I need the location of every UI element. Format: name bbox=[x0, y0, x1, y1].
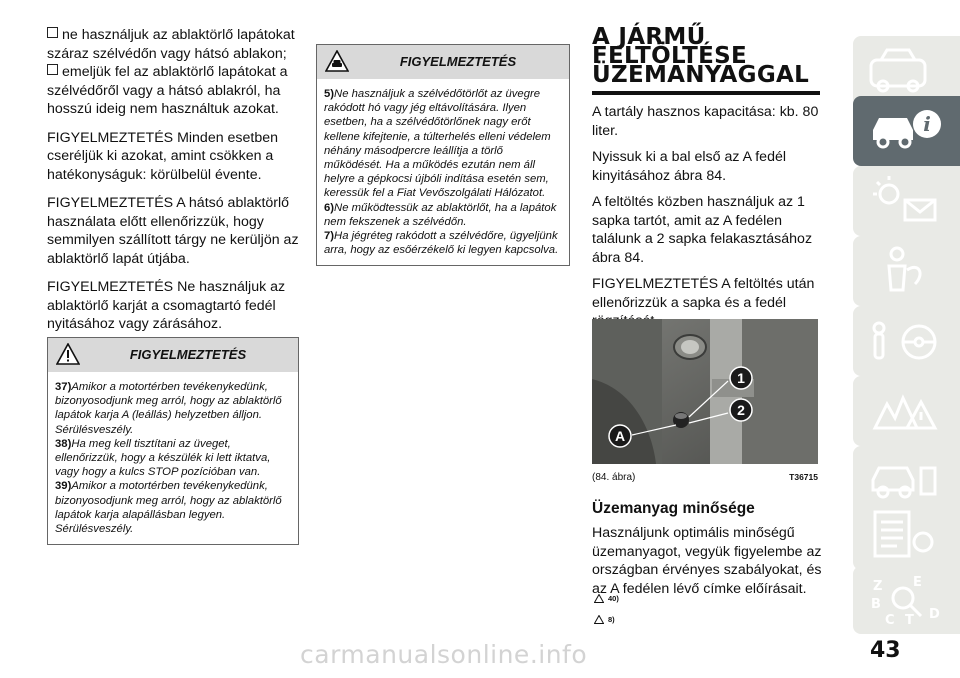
bullet-item: ne használjuk az ablaktörlő lapátokat száraz szélvédőn vagy hátsó ablakon; bbox=[47, 27, 295, 62]
watermark: carmanualsonline.info bbox=[300, 640, 588, 669]
tab-vehicle-info[interactable] bbox=[853, 96, 960, 166]
svg-text:T: T bbox=[905, 613, 914, 628]
paragraph: A tartály hasznos kapacitása: kb. 80 liter. bbox=[592, 104, 819, 139]
paragraph: FIGYELMEZTETÉS A hátsó ablaktörlő használata előtt ellenőrizzük, hogy semmilyen szállított tárgy ne kerüljön az ablaktörlő lapát útjába. bbox=[47, 195, 299, 267]
fuel-quality-subtitle: Üzemanyag minősége bbox=[592, 500, 755, 517]
warning-item: 37)Amikor a motortérben tevékenykedünk, bizonyosodjunk meg arról, hogy az ablaktörlő lapátok karja A (leállás) helyzetben álljon. Sérülésveszély. bbox=[55, 381, 282, 436]
svg-text:i: i bbox=[923, 112, 931, 136]
warning-body bbox=[317, 79, 569, 265]
warning-title: FIGYELMEZTETÉS bbox=[399, 54, 517, 69]
technical-data-icon bbox=[867, 508, 947, 562]
section-title: A JÁRMŰ FELTÖLTÉSE ÜZEMANYAGGAL bbox=[592, 24, 810, 88]
callout-2: 2 bbox=[737, 402, 745, 418]
svg-text:D: D bbox=[929, 607, 940, 622]
small-warning-icon bbox=[594, 615, 604, 624]
column-3 bbox=[592, 24, 828, 339]
svg-text:C: C bbox=[885, 613, 895, 628]
warning-header bbox=[48, 338, 298, 372]
index-icon bbox=[867, 574, 947, 628]
warning-box-2 bbox=[316, 44, 570, 266]
warning-lights-icon bbox=[867, 174, 947, 228]
paragraph: FIGYELMEZTETÉS Ne használjuk az ablaktörlő karját a csomagtartó fedél nyitásához vagy zárásához. bbox=[47, 279, 286, 332]
fuel-quality-text: Használjunk optimális minőségű üzemanyagot, vegyük figyelembe az országban érvényes szabályokat, és az A fedélen lévő címke előírásait. bbox=[592, 525, 822, 597]
paragraph: A feltöltés közben használjuk az 1 sapka tartót, amit az A fedélen találunk a 2 sapka felakasztásához ábra 84. bbox=[592, 194, 813, 266]
warning-body bbox=[48, 372, 298, 544]
tab-warning-lights[interactable] bbox=[853, 166, 960, 236]
fuel-flap-figure bbox=[592, 319, 818, 464]
section-rule bbox=[592, 91, 820, 95]
warning-header bbox=[317, 45, 569, 79]
car-info-icon bbox=[867, 104, 947, 158]
warning-item: 7)Ha jégréteg rakódott a szélvédőre, ügyeljünk arra, hogy az esőérzékelő ki legyen kapcsolva. bbox=[324, 230, 559, 257]
warning-item: 39)Amikor a motortérben tevékenykedünk, bizonyosodjunk meg arról, hogy az ablaktörlő lapátok karja alapállásban legyen. Sérülésveszély. bbox=[55, 480, 282, 536]
small-warning-icon bbox=[594, 594, 604, 603]
fuel-flap-illustration bbox=[592, 319, 818, 464]
warning-item: 6)Ne működtessük az ablaktörlőt, ha a lapátok nem fekszenek a szélvédőn. bbox=[324, 201, 557, 228]
figure-caption: (84. ábra) T36715 bbox=[592, 472, 818, 483]
figure-code: T36715 bbox=[789, 472, 818, 482]
warning-item: 5)Ne használjuk a szélvédőtörlőt az üvegre rakódott hó vagy jég eltávolítására. Ilyen esetben, ha a szélvédőtörlőnek nagy erőt kellene kifejtenie, a túlterhelés elleni védelem néhány másodpercre leállítja a törlő működését. Ha a működés ezután nem áll helyre a gépkocsi újbóli indítása esetén sem, keressük fel a Fiat Vevőszolgálati Hálózatot. bbox=[324, 88, 551, 200]
safety-airbag-icon bbox=[867, 244, 947, 298]
svg-text:B: B bbox=[871, 597, 881, 612]
warning-reference: 8) bbox=[594, 615, 615, 626]
page-number: 43 bbox=[870, 638, 901, 663]
svg-text:Z: Z bbox=[873, 579, 883, 594]
warning-title: FIGYELMEZTETÉS bbox=[129, 347, 247, 362]
warning-box-1 bbox=[47, 337, 299, 545]
bullet-item: emeljük fel az ablaktörlő lapátokat a szélvédőről vagy a hátsó ablakról, ha hosszú ideig nem használtuk azokat. bbox=[47, 64, 288, 117]
checkbox-bullet-icon bbox=[47, 27, 58, 38]
warning-item: 38)Ha meg kell tisztítani az üveget, ellenőrizzük, hogy a készülék ki lett iktatva, vagy hogy a kulcs STOP pozícióban van. bbox=[55, 437, 271, 479]
warning-reference: 40) bbox=[594, 594, 619, 605]
tab-starting-driving[interactable] bbox=[853, 306, 960, 376]
tab-safety[interactable] bbox=[853, 236, 960, 306]
start-driving-icon bbox=[867, 314, 947, 368]
tab-emergency[interactable] bbox=[853, 376, 960, 446]
tab-technical-data[interactable] bbox=[853, 500, 960, 570]
emergency-icon bbox=[867, 384, 947, 438]
column-1 bbox=[47, 26, 299, 344]
car-dashboard-icon bbox=[867, 44, 947, 98]
tab-index[interactable] bbox=[853, 566, 960, 634]
callout-1: 1 bbox=[737, 370, 745, 386]
callout-a: A bbox=[614, 428, 626, 444]
svg-text:E: E bbox=[913, 575, 922, 590]
paragraph: FIGYELMEZTETÉS A feltöltés után ellenőrizzük a sapka és a fedél bbox=[592, 276, 815, 311]
checkbox-bullet-icon bbox=[47, 64, 58, 75]
paragraph: Nyissuk ki a bal első az A fedél kinyitásához ábra 84. bbox=[592, 149, 786, 184]
paragraph: FIGYELMEZTETÉS Minden esetben cseréljük ki azokat, amint csökken a hatékonyságuk: körülbelül évente. bbox=[47, 129, 279, 183]
